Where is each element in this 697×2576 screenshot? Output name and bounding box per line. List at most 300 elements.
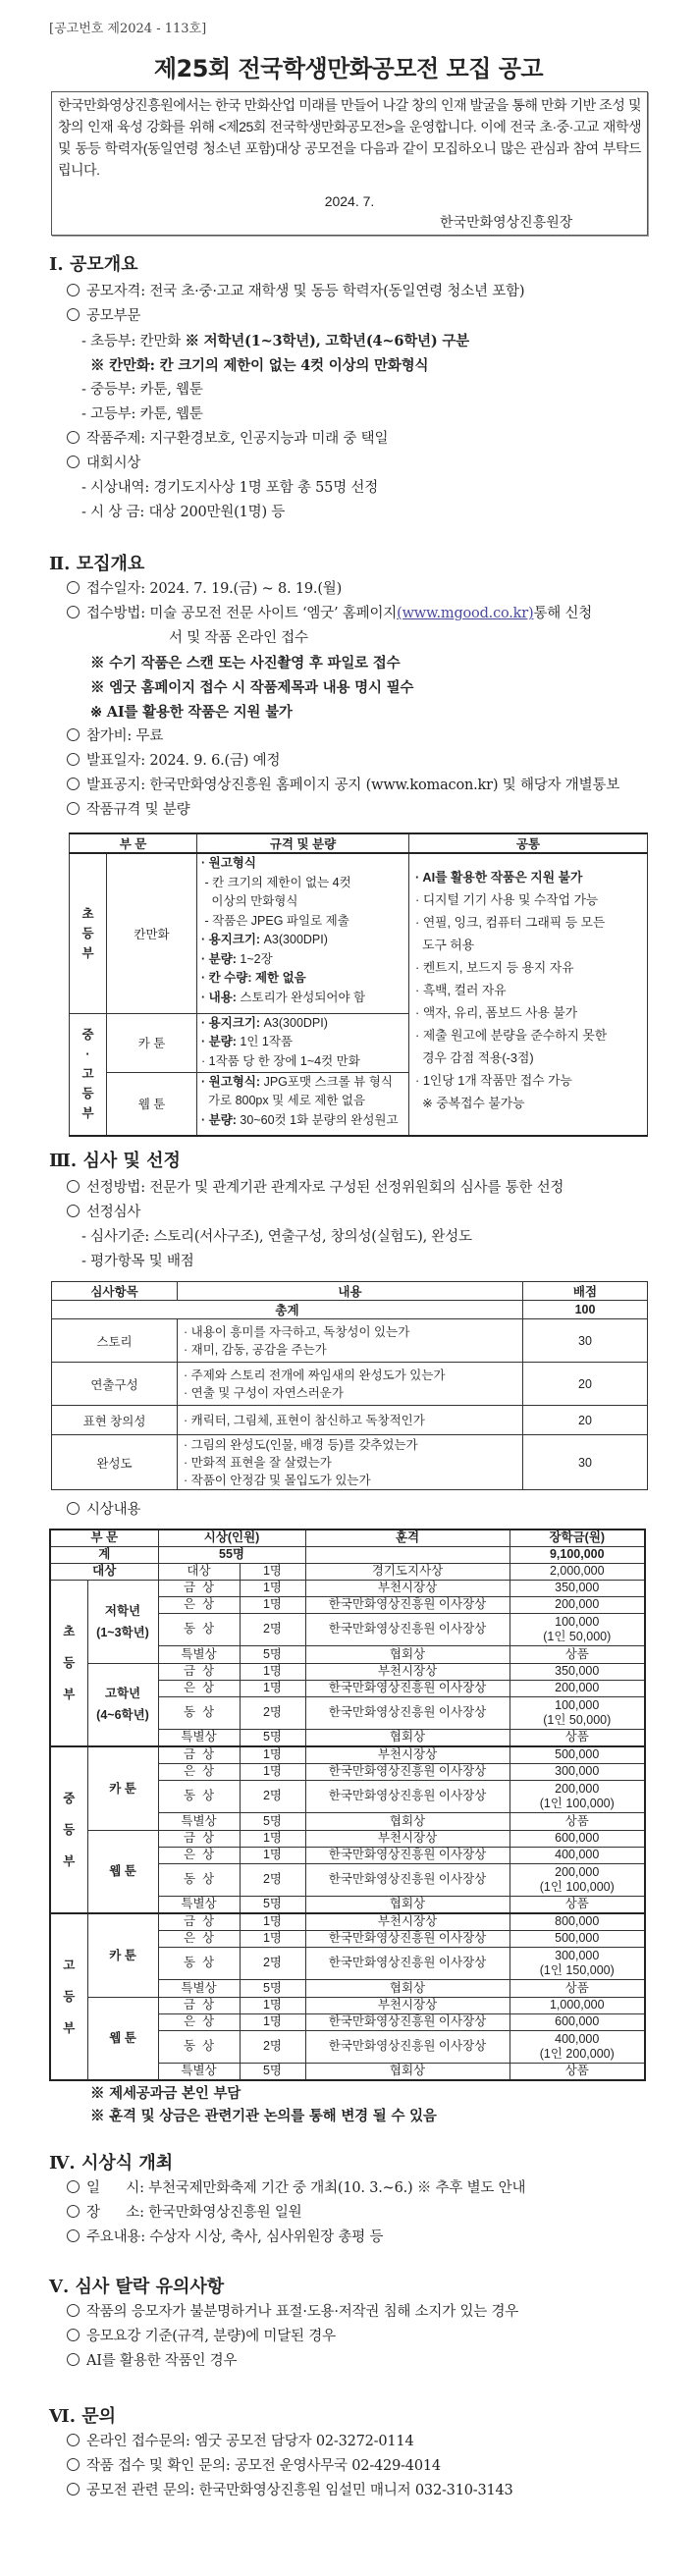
circle-bullet-icon [67,2205,80,2218]
award-amount: 350,000 [509,1663,645,1680]
score-item: 표현 창의성 [52,1406,178,1435]
award-count: 5명 [240,1645,305,1663]
note: ※ 칸만화: 칸 크기의 제한이 없는 4컷 이상의 만화형식 [90,357,429,374]
sub-item: - 시 상 금: 대상 200만원(1명) 등 [81,505,286,520]
criterion: · 재미, 감동, 공감을 주는가 [184,1342,327,1357]
spec-text: - 작품은 JPEG 파일로 제출 [201,913,349,928]
list-item [49,1176,658,1201]
award-title: 한국만화영상진흥원 이사장상 [305,1863,509,1896]
item-text: 작품 접수 및 확인 문의: 공모전 운영사무국 02-429-4014 [86,2458,441,2474]
spec-text: - 칸 크기의 제한이 없는 4컷 [201,875,351,889]
spec-line [201,1073,404,1093]
award-count: 2명 [240,1947,305,1979]
spec-line [201,1092,404,1111]
list-item [49,304,658,329]
item-text: 작품의 응모자가 불분명하거나 표절·도용·저작권 침해 소지가 있는 경우 [86,2304,519,2320]
spec-text: · 연필, 잉크, 컴퓨터 그래픽 등 모든 [415,915,606,930]
circle-bullet-icon [67,778,80,790]
spec-line [415,1001,643,1024]
score-content [178,1406,523,1435]
spec-text: 스토리가 완성되어야 함 [236,990,366,1004]
score-value: 30 [523,1319,648,1363]
spec-label: · 분량: [201,951,237,966]
list-item [49,2479,658,2503]
table-row [50,1663,645,1680]
item-text: 공모자격: 전국 초·중·고교 재학생 및 동등 학력자(동일연령 청소년 포함) [86,284,525,299]
list-item [49,2300,658,2325]
award-amount: 600,000 [509,2013,645,2030]
list-item [49,749,658,774]
award-title: 협회상 [305,1645,509,1663]
item-text: 공모부문 [86,308,141,324]
score-item: 완성도 [52,1435,178,1490]
award-title: 협회상 [305,1812,509,1830]
spec-line [201,950,404,970]
criterion: · 작품이 안정감 및 몰입도가 있는가 [184,1473,371,1487]
spec-list [197,1013,409,1072]
review-items [49,1176,658,1274]
award-amount: 상품 [509,1645,645,1663]
award-amount: 상품 [509,1812,645,1830]
list-item [49,2325,658,2349]
group-label: 고학년 (4~6학년) [87,1663,158,1746]
award-count: 1명 [240,1596,305,1613]
circle-bullet-icon [67,2353,80,2366]
spec-line [415,1046,643,1069]
table-row [52,1406,648,1435]
note: ※ 훈격 및 상금은 관련기관 논의를 통해 변경 될 수 있음 [90,2108,437,2124]
award-name: 금 상 [158,1746,240,1763]
list-item [49,452,658,476]
award-title: 한국만화영상진흥원 이사장상 [305,2013,509,2030]
score-table [51,1281,648,1490]
award-amount: 100,000 (1인 50,000) [509,1696,645,1729]
list-item [49,724,658,749]
award-amount: 2,000,000 [509,1563,645,1580]
group-label: 저학년 (1~3학년) [87,1580,158,1663]
award-name: 특별상 [158,2063,240,2080]
division-label: 초 등 부 [50,1580,87,1746]
circle-bullet-icon [67,2180,80,2193]
division-label: 고 등 부 [50,1913,87,2080]
award-amount: 300,000 [509,1763,645,1780]
award-amount: 400,000 (1인 200,000) [509,2030,645,2063]
award-count: 1명 [240,1847,305,1863]
division-label: 중 등 부 [50,1746,87,1913]
item-text: 발표공지: 한국만화영상진흥원 홈페이지 공지 (www.komacon.kr) 및 해당자 개별통보 [86,778,619,793]
section-heading: Ⅰ. 공모개요 [49,254,138,275]
section-inquiry [49,2404,658,2430]
spec-line [201,1052,404,1072]
spec-table [69,832,648,1137]
sub-item: - 고등부: 카툰, 웹툰 [81,406,203,422]
award-count: 1명 [240,1580,305,1596]
award-title: 한국만화영상진흥원 이사장상 [305,1696,509,1729]
group-label: 웹 툰 [87,1830,158,1913]
award-title: 부천시장상 [305,1913,509,1930]
spec-line [201,1111,404,1131]
list-item [49,2226,658,2250]
item-text: AI를 활용한 작품인 경우 [86,2353,238,2369]
award-title: 한국만화영상진흥원 이사장상 [305,1930,509,1947]
item-note: ※ 저학년(1~3학년), 고학년(4~6학년) 구분 [185,333,469,349]
section-heading: Ⅱ. 모집개요 [49,554,145,574]
award-amount: 100,000 (1인 50,000) [509,1613,645,1645]
award-name: 대상 [158,1563,240,1580]
spec-text: 30~60컷 1화 분량의 완성원고 [236,1112,399,1127]
award-title: 부천시장상 [305,1830,509,1847]
table-row [50,1913,645,1930]
award-count: 1명 [240,1680,305,1696]
award-name: 동 상 [158,1947,240,1979]
circle-bullet-icon [67,802,80,815]
award-count: 5명 [240,1896,305,1913]
item-text: 주요내용: 수상자 시상, 축사, 심사위원장 총평 등 [86,2229,384,2245]
award-title: 한국만화영상진흥원 이사장상 [305,1613,509,1645]
spec-line [415,934,643,956]
criterion: · 캐릭터, 그림체, 표현이 참신하고 독창적인가 [184,1413,425,1427]
item-text: 공모전 관련 문의: 한국만화영상진흥원 임설민 매니저 032-310-3143 [86,2483,513,2498]
list-item [49,427,658,452]
disqualification-items [49,2300,658,2374]
table-row [50,1997,645,2013]
award-count: 5명 [240,2063,305,2080]
column-header: 심사항목 [52,1282,178,1301]
award-title: 한국만화영상진흥원 이사장상 [305,1680,509,1696]
award-amount: 500,000 [509,1930,645,1947]
note: ※ 엠굿 홈페이지 접수 시 작품제목과 내용 명시 필수 [90,679,414,696]
item-text: 통해 신청 [533,606,593,621]
spec-text: 도구 허용 [415,938,475,952]
award-amount: 상품 [509,1729,645,1746]
column-header: 시상(인원) [158,1530,305,1546]
page-title: 제25회 전국학생만화공모전 모집 공고 [153,55,544,82]
spec-label: · AI를 활용한 작품은 지원 불가 [415,870,583,885]
spec-text: · 제출 원고에 분량을 준수하지 못한 [415,1028,608,1043]
award-name: 동 상 [158,1613,240,1645]
awards-content-title [49,1498,658,1523]
item-text: 작품규격 및 분량 [86,802,190,818]
score-content [178,1319,523,1363]
item-text: 접수일자: 2024. 7. 19.(금) ~ 8. 19.(월) [86,581,343,597]
award-name: 특별상 [158,1645,240,1663]
intro-date: 2024. 7. [324,193,375,209]
award-count: 1명 [240,1997,305,2013]
spec-line [201,912,404,932]
award-count: 1명 [240,1763,305,1780]
score-item: 스토리 [52,1319,178,1363]
item-text: 선정심사 [86,1205,141,1220]
spec-label: · 원고형식: [201,1074,261,1089]
item-text: 온라인 접수문의: 엠굿 공모전 담당자 02-3272-0114 [86,2434,414,2449]
spec-line [415,888,643,911]
score-item: 연출구성 [52,1363,178,1406]
award-name: 은 상 [158,1596,240,1613]
award-count: 2명 [240,2030,305,2063]
spec-text: · 켄트지, 보드지 등 용지 자유 [415,960,574,975]
section-heading: Ⅴ. 심사 탈락 유의사항 [49,2277,225,2297]
recruitment-items [49,577,658,823]
inquiry-items [49,2430,658,2503]
criterion: · 내용이 흥미를 자극하고, 독창성이 있는가 [184,1324,410,1339]
sub-item [49,329,658,353]
table-row [50,1746,645,1763]
list-item [49,2201,658,2226]
award-name: 특별상 [158,1896,240,1913]
award-amount: 350,000 [509,1580,645,1596]
award-count: 2명 [240,1613,305,1645]
section-heading: Ⅲ. 심사 및 선정 [49,1151,181,1171]
table-row [52,1435,648,1490]
item-text: 시상내용 [86,1502,141,1518]
award-name: 금 상 [158,1830,240,1847]
item-text: 발표일자: 2024. 9. 6.(금) 예정 [86,753,281,769]
list-item [49,2349,658,2374]
spec-line [415,911,643,934]
spec-label: · 용지크기: [201,933,261,946]
circle-bullet-icon [67,1502,80,1515]
award-title: 부천시장상 [305,1663,509,1680]
section-review [49,1149,658,1174]
award-amount: 600,000 [509,1830,645,1847]
award-amount: 상품 [509,1979,645,1997]
list-item [49,2430,658,2454]
award-name: 은 상 [158,1680,240,1696]
circle-bullet-icon [67,1180,80,1193]
circle-bullet-icon [67,606,80,618]
spec-line [201,969,404,989]
total-label: 계 [50,1546,158,1563]
circle-bullet-icon [67,431,80,444]
award-amount: 200,000 (1인 100,000) [509,1863,645,1896]
item-continuation: 서 및 작품 온라인 접수 [169,630,308,646]
score-content [178,1363,523,1406]
item-text: - 초등부: 칸만화 [81,334,186,349]
score-value: 30 [523,1435,648,1490]
column-header: 공통 [409,833,648,853]
total-count: 55명 [158,1546,305,1563]
item-text: 작품주제: 지구환경보호, 인공지능과 미래 중 택일 [86,431,389,447]
spec-line [415,979,643,1001]
table-row [52,1363,648,1406]
circle-bullet-icon [67,284,80,296]
spec-text: 1~2장 [236,951,273,966]
award-title: 부천시장상 [305,1580,509,1596]
intro-text: 한국만화영상진흥원에서는 한국 만화산업 미래를 만들어 나갈 창의 인재 발굴을 통해 만화 기반 조성 및 창의 인재 육성 강화를 위해 <제25회 전국학생만화공모전>을 운영합니다. 이에 전국 초·중·고교 재학생 및 동등 학력자(동일연령 청소년 포함)대상 공모전을 다음과 같이 모집하오니 많은 관심과 참여 부탁드립니다. [58,97,641,178]
award-amount: 200,000 [509,1596,645,1613]
award-count: 1명 [240,1913,305,1930]
spec-line [201,874,404,893]
circle-bullet-icon [67,456,80,468]
spec-list [197,853,409,1013]
total-title [305,1546,509,1563]
award-amount: 1,000,000 [509,1997,645,2013]
spec-text: A3(300DPI) [260,933,328,946]
item-text: 응모요강 기준(규격, 분량)에 미달된 경우 [86,2329,336,2344]
award-name: 동 상 [158,1863,240,1896]
total-value: 100 [523,1301,648,1319]
spec-text: · 디지털 기기 사용 및 수작업 가능 [415,892,599,907]
spec-line [201,1033,404,1052]
circle-bullet-icon [67,2229,80,2242]
circle-bullet-icon [67,2434,80,2446]
column-header: 내용 [178,1282,523,1301]
award-title: 경기도지사상 [305,1563,509,1580]
grand-division: 대상 [50,1563,158,1580]
spec-text: JPG포맷 스크롤 뷰 형식 [260,1074,393,1089]
sub-item: - 중등부: 카툰, 웹툰 [81,382,203,398]
award-name: 은 상 [158,2013,240,2030]
column-header: 장학금(원) [509,1530,645,1546]
score-content [178,1435,523,1490]
award-amount: 400,000 [509,1847,645,1863]
award-name: 동 상 [158,2030,240,2063]
intro-box [51,91,648,236]
note: ※ 수기 작품은 스캔 또는 사진촬영 후 파일로 접수 [90,655,401,671]
item-text: 대회시상 [86,456,141,471]
list-item [49,1201,658,1225]
award-amount: 800,000 [509,1913,645,1930]
table-row [50,1580,645,1596]
circle-bullet-icon [67,2304,80,2317]
award-title: 한국만화영상진흥원 이사장상 [305,1780,509,1812]
award-name: 은 상 [158,1930,240,1947]
spec-line [415,956,643,979]
spec-line [415,1092,643,1114]
total-amount: 9,100,000 [509,1546,645,1563]
spec-line [201,989,404,1008]
spec-line [415,1024,643,1046]
prize-notes [49,2082,658,2127]
spec-text: 경우 감점 적용(-3점) [415,1050,534,1065]
award-count: 1명 [240,1930,305,1947]
award-title: 부천시장상 [305,1997,509,2013]
column-header: 배점 [523,1282,648,1301]
overview-items [49,280,658,525]
group-label: 웹 툰 [87,1997,158,2080]
circle-bullet-icon [67,1205,80,1217]
section-heading: Ⅳ. 시상식 개최 [49,2153,174,2174]
circle-bullet-icon [67,2483,80,2496]
spec-line [201,892,404,912]
column-header: 규격 및 분량 [197,833,409,853]
award-name: 동 상 [158,1696,240,1729]
award-amount: 500,000 [509,1746,645,1763]
list-item [49,2176,658,2201]
list-item [49,1498,658,1523]
category-kan: 칸만화 [107,853,197,1013]
award-count: 5명 [240,1729,305,1746]
item-text: 장 소: 한국만화영상진흥원 일원 [86,2205,302,2221]
spec-line [415,1069,643,1092]
category-cartoon: 카 툰 [107,1013,197,1072]
table-row [50,1830,645,1847]
spec-text: · 흑백, 컬러 자유 [415,983,507,997]
award-name: 금 상 [158,1580,240,1596]
award-title: 한국만화영상진흥원 이사장상 [305,1596,509,1613]
spec-line [201,1014,404,1034]
spec-label: · 분량: [201,1035,237,1048]
sub-item: - 심사기준: 스토리(서사구조), 연출구성, 창의성(실험도), 완성도 [81,1229,472,1245]
circle-bullet-icon [67,753,80,766]
award-name: 금 상 [158,1663,240,1680]
award-count: 5명 [240,1979,305,1997]
circle-bullet-icon [67,308,80,321]
award-name: 특별상 [158,1979,240,1997]
item-text: 선정방법: 전문가 및 관계기관 관계자로 구성된 선정위원회의 심사를 통한 선정 [86,1180,564,1196]
circle-bullet-icon [67,728,80,741]
list-item [49,577,658,602]
score-value: 20 [523,1406,648,1435]
criterion: · 만화적 표현을 잘 살렸는가 [184,1455,332,1470]
list-item [49,602,658,626]
list-item [49,2454,658,2479]
common-rules [409,853,648,1136]
spec-line [415,866,643,888]
award-amount: 300,000 (1인 150,000) [509,1947,645,1979]
column-header: 부 문 [70,833,197,853]
list-item [49,774,658,798]
note: ※ 제세공과금 본인 부담 [90,2085,241,2102]
award-title: 한국만화영상진흥원 이사장상 [305,1763,509,1780]
award-count: 1명 [240,1563,305,1580]
award-title: 부천시장상 [305,1746,509,1763]
award-amount: 200,000 (1인 100,000) [509,1780,645,1812]
spec-text: 1인 1작품 [236,1035,294,1048]
spec-label: · 내용: [201,990,237,1004]
list-item [49,798,658,823]
sub-item: - 시상내역: 경기도지사상 1명 포함 총 55명 선정 [81,480,379,496]
award-name: 동 상 [158,1780,240,1812]
division-elementary: 초 등 부 [70,853,107,1013]
item-text: 참가비: 무료 [86,728,164,744]
award-title: 한국만화영상진흥원 이사장상 [305,1847,509,1863]
total-label: 총계 [52,1301,523,1319]
division-middle-high: 중 · 고 등 부 [70,1013,107,1136]
section-overview [49,252,658,278]
award-count: 1명 [240,1663,305,1680]
spec-label: · 분량: [201,1112,237,1127]
spec-label: · 원고형식 [201,856,256,870]
award-name: 금 상 [158,1913,240,1930]
spec-line [201,931,404,950]
intro-signature: 한국만화영상진흥원장 [440,214,573,230]
mgood-link[interactable]: (www.mgood.co.kr) [397,606,534,621]
score-value: 20 [523,1363,648,1406]
column-header: 부 문 [50,1530,158,1546]
award-name: 금 상 [158,1997,240,2013]
spec-label: · 칸 수량: 제한 없음 [201,971,306,985]
circle-bullet-icon [67,581,80,594]
award-count: 2명 [240,1696,305,1729]
criterion: · 연출 및 구성이 자연스러운가 [184,1385,344,1400]
spec-text: · 1작품 당 한 장에 1~4컷 만화 [201,1053,360,1068]
sub-item: - 평가항목 및 배점 [81,1254,194,1269]
award-count: 1명 [240,1830,305,1847]
criterion: · 그림의 완성도(인물, 배경 등)를 갖추었는가 [184,1437,418,1452]
section-recruitment [49,552,658,577]
prize-table [49,1529,646,2081]
award-title: 협회상 [305,2063,509,2080]
award-title: 협회상 [305,1896,509,1913]
award-name: 은 상 [158,1763,240,1780]
list-item [49,280,658,304]
column-header: 훈격 [305,1530,509,1546]
award-name: 특별상 [158,1812,240,1830]
award-count: 1명 [240,2013,305,2030]
circle-bullet-icon [67,2329,80,2341]
criterion: · 주제와 스토리 전개에 짜임새의 완성도가 있는가 [184,1368,446,1382]
